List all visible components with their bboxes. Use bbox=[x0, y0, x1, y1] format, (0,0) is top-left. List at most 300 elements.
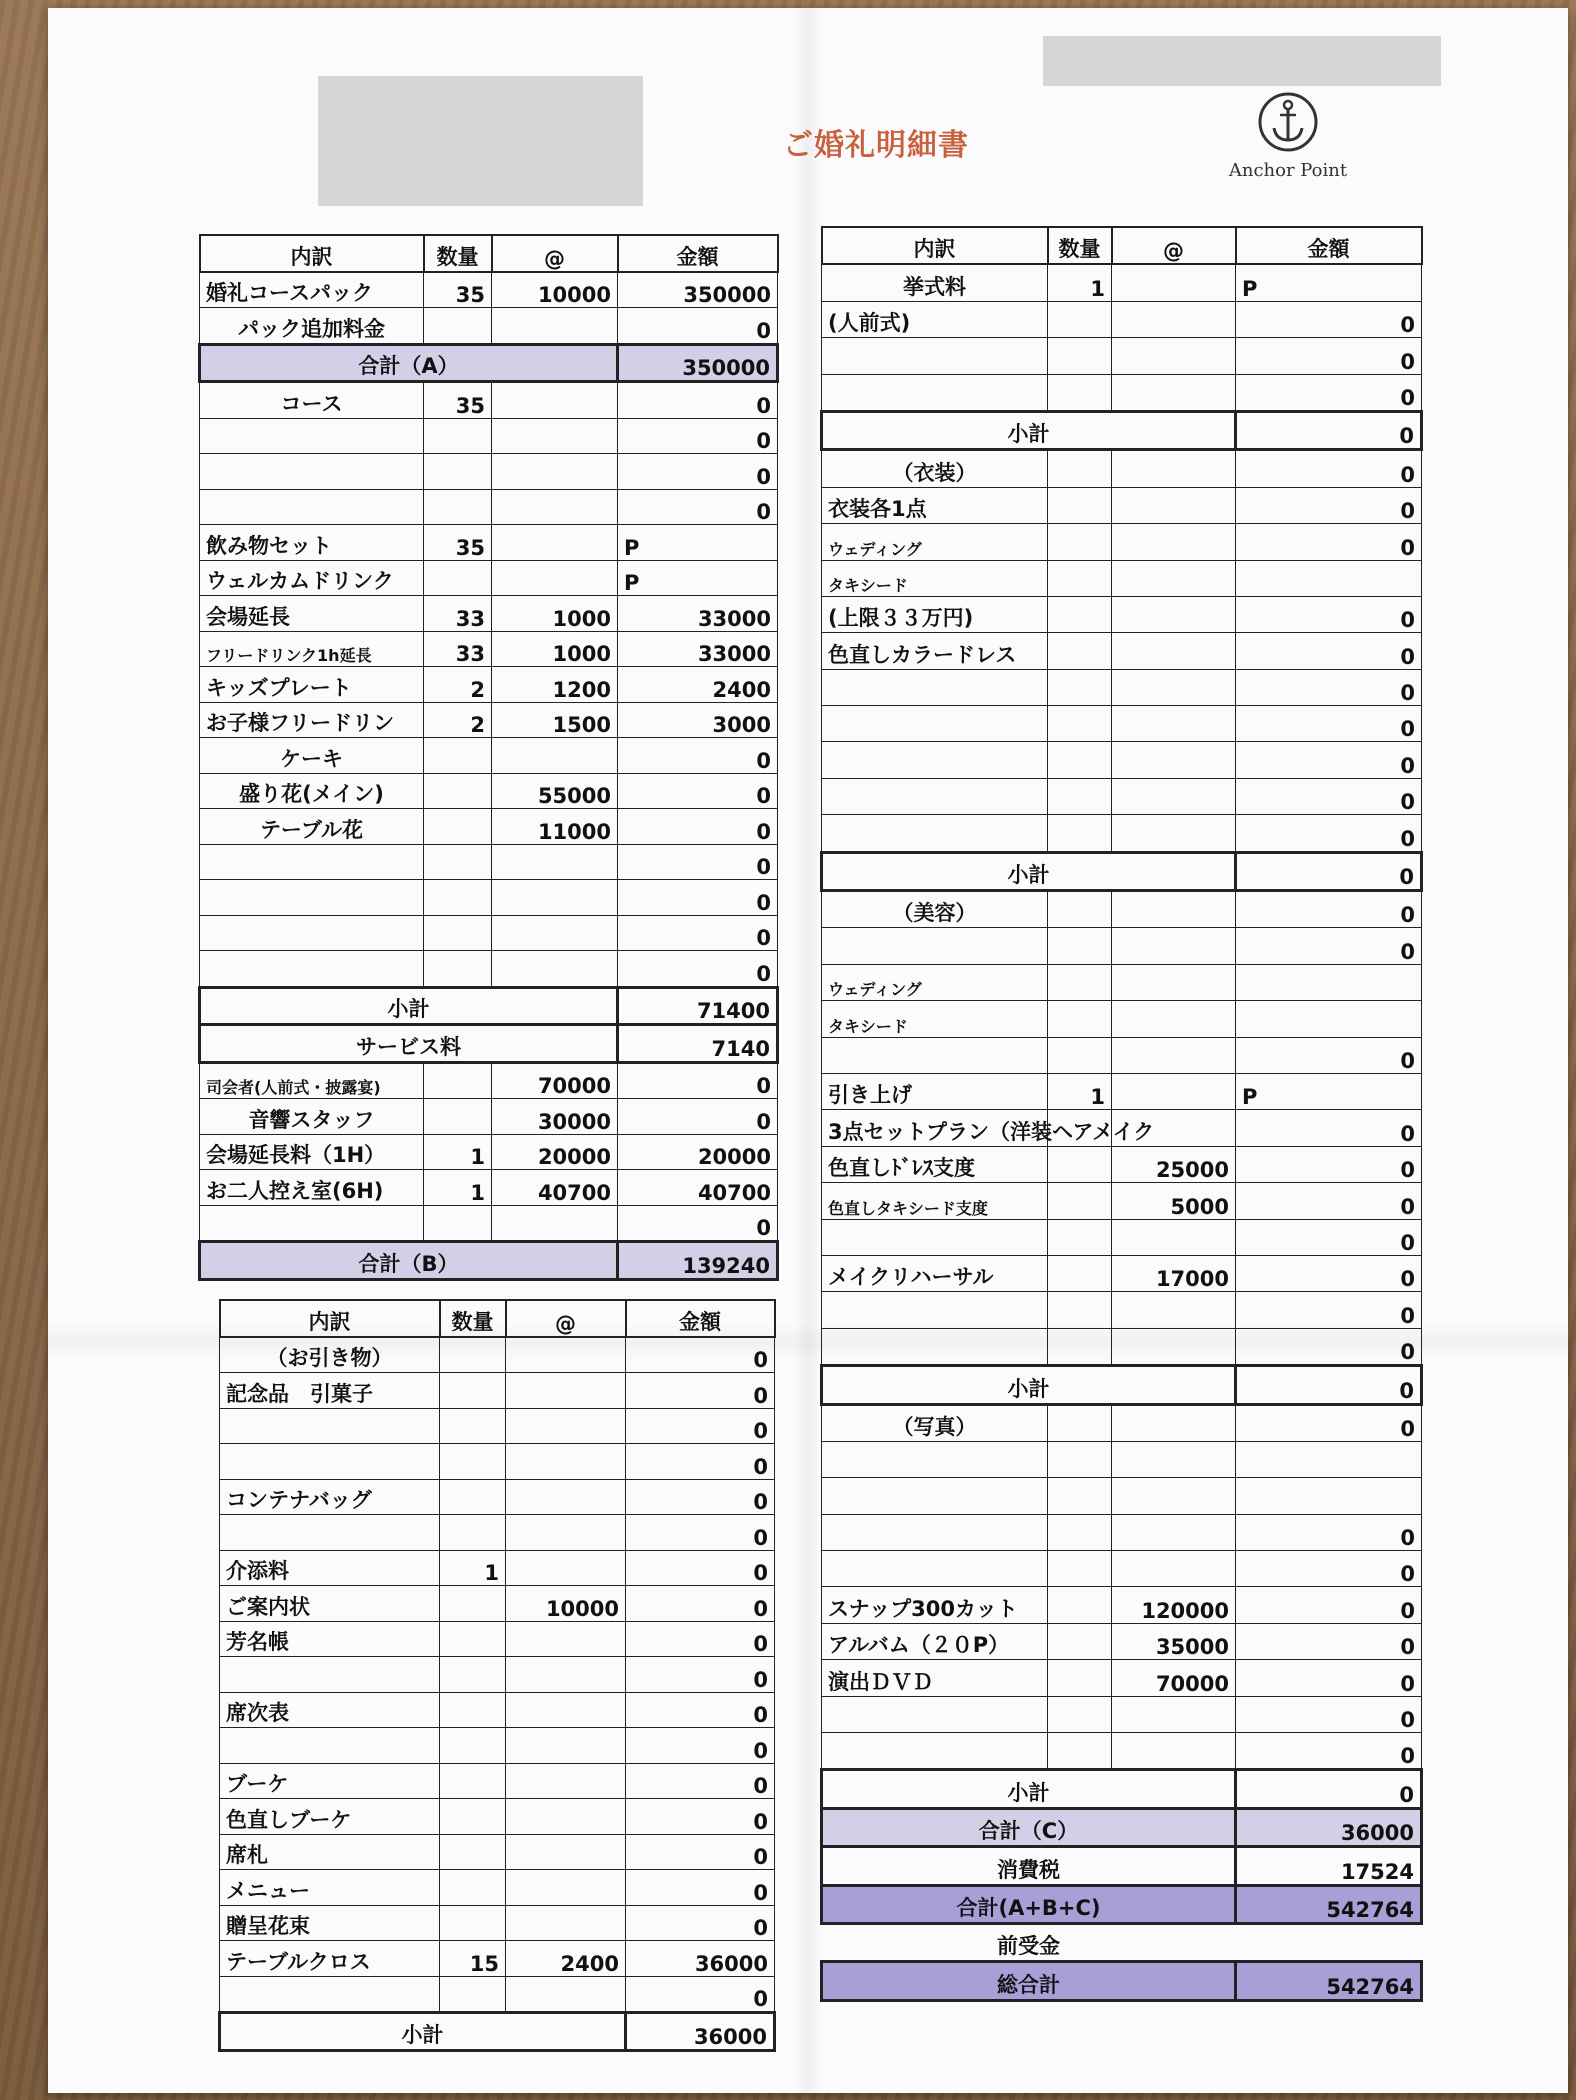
unit-price-cell bbox=[1112, 778, 1236, 814]
table-row bbox=[220, 1870, 775, 1906]
item-cell: 演出ＤＶＤ bbox=[822, 1660, 1048, 1696]
table-row bbox=[220, 1621, 775, 1657]
item-cell: ケーキ bbox=[200, 738, 424, 774]
amount-cell: 40700 bbox=[618, 1170, 778, 1206]
qty-cell bbox=[1048, 706, 1112, 742]
table-row bbox=[200, 1134, 778, 1170]
amount-cell: P bbox=[1236, 264, 1422, 301]
item-cell bbox=[822, 928, 1048, 964]
table-row bbox=[822, 891, 1422, 928]
qty-cell bbox=[424, 1062, 492, 1099]
table-row bbox=[220, 1337, 775, 1373]
amount-cell: 0 bbox=[1236, 1514, 1422, 1550]
qty-cell bbox=[424, 915, 492, 951]
amount-cell: 0 bbox=[1236, 891, 1422, 928]
amount-cell: 33000 bbox=[618, 631, 778, 667]
unit-price-cell bbox=[492, 951, 618, 988]
unit-price-cell bbox=[1112, 560, 1236, 596]
unit-price-cell bbox=[506, 1905, 626, 1941]
item-cell bbox=[200, 915, 424, 951]
table-row bbox=[822, 1587, 1422, 1623]
amount-cell: 0 bbox=[626, 1728, 775, 1764]
unit-price-cell bbox=[492, 560, 618, 596]
table-row bbox=[220, 1408, 775, 1444]
table-row bbox=[822, 1733, 1422, 1770]
unit-price-cell bbox=[506, 1692, 626, 1728]
unit-price-cell bbox=[1112, 928, 1236, 964]
subtotal-label: 小計 bbox=[220, 2013, 626, 2051]
item-cell: お子様フリードリン bbox=[200, 702, 424, 738]
item-cell: 介添料 bbox=[220, 1550, 440, 1586]
item-cell: タキシード bbox=[822, 560, 1048, 596]
table-row bbox=[822, 596, 1422, 632]
advance-payment-row bbox=[822, 1923, 1422, 1961]
qty-cell bbox=[1048, 1441, 1112, 1477]
amount-cell: 0 bbox=[618, 738, 778, 774]
item-cell bbox=[220, 1515, 440, 1551]
redacted-block-left bbox=[318, 76, 643, 206]
unit-price-cell bbox=[1112, 1037, 1236, 1073]
qty-cell bbox=[1048, 1146, 1112, 1182]
item-cell bbox=[822, 1219, 1048, 1255]
table-row bbox=[822, 964, 1422, 1000]
table-row bbox=[200, 667, 778, 703]
table-row bbox=[822, 338, 1422, 374]
unit-price-cell bbox=[506, 1728, 626, 1764]
item-cell: ウェルカムドリンク bbox=[200, 560, 424, 596]
amount-cell: P bbox=[1236, 1073, 1422, 1109]
grand-total-row bbox=[822, 1962, 1422, 2000]
item-cell: 色直しタキシード支度 bbox=[822, 1183, 1048, 1219]
unit-price-cell: 1000 bbox=[492, 596, 618, 632]
qty-cell bbox=[440, 1728, 506, 1764]
qty-cell bbox=[1048, 633, 1112, 669]
table-row bbox=[822, 374, 1422, 411]
anchor-icon bbox=[1256, 90, 1320, 154]
table-row bbox=[822, 1110, 1422, 1146]
qty-cell bbox=[424, 809, 492, 845]
amount-cell: P bbox=[618, 525, 778, 561]
unit-price-cell bbox=[1112, 1001, 1236, 1037]
table-row bbox=[822, 815, 1422, 852]
item-cell: 贈呈花束 bbox=[220, 1905, 440, 1941]
unit-price-cell: 70000 bbox=[1112, 1660, 1236, 1696]
table-row bbox=[200, 1205, 778, 1242]
item-cell bbox=[220, 1976, 440, 2013]
unit-price-cell: 70000 bbox=[492, 1062, 618, 1099]
item-cell bbox=[200, 844, 424, 880]
qty-cell: 1 bbox=[424, 1170, 492, 1206]
qty-cell bbox=[424, 1099, 492, 1135]
unit-price-cell bbox=[1112, 1219, 1236, 1255]
qty-cell bbox=[1048, 1551, 1112, 1587]
unit-price-cell bbox=[1112, 450, 1236, 487]
header-row bbox=[200, 235, 778, 272]
qty-cell bbox=[440, 1621, 506, 1657]
table-row bbox=[200, 454, 778, 490]
unit-price-cell: 1200 bbox=[492, 667, 618, 703]
qty-cell bbox=[1048, 815, 1112, 852]
subtotal-row bbox=[822, 1366, 1422, 1404]
item-cell bbox=[822, 1551, 1048, 1587]
amount-cell: 0 bbox=[1236, 1623, 1422, 1659]
amount-cell: 0 bbox=[1236, 928, 1422, 964]
table-row bbox=[822, 1219, 1422, 1255]
amount-cell: 0 bbox=[618, 844, 778, 880]
amount-cell: 0 bbox=[626, 1976, 775, 2013]
qty-cell: 1 bbox=[440, 1550, 506, 1586]
qty-cell bbox=[424, 560, 492, 596]
table-row bbox=[822, 1037, 1422, 1073]
item-cell bbox=[822, 1733, 1048, 1770]
qty-cell bbox=[424, 738, 492, 774]
qty-cell bbox=[440, 1479, 506, 1515]
item-cell bbox=[822, 338, 1048, 374]
item-cell bbox=[822, 1328, 1048, 1365]
qty-cell bbox=[1048, 928, 1112, 964]
item-cell bbox=[822, 815, 1048, 852]
table-row bbox=[220, 1550, 775, 1586]
total-label: 合計（A） bbox=[200, 344, 618, 382]
qty-cell: 35 bbox=[424, 382, 492, 419]
amount-cell: 0 bbox=[1236, 742, 1422, 778]
unit-price-cell: 35000 bbox=[1112, 1623, 1236, 1659]
item-cell: （お引き物） bbox=[220, 1337, 440, 1373]
qty-cell bbox=[424, 418, 492, 454]
table-row bbox=[220, 1799, 775, 1835]
table-row bbox=[822, 778, 1422, 814]
table-row bbox=[200, 489, 778, 525]
table-row bbox=[220, 1692, 775, 1728]
unit-price-cell bbox=[1112, 374, 1236, 411]
unit-price-cell bbox=[506, 1799, 626, 1835]
amount-cell: 0 bbox=[626, 1763, 775, 1799]
item-cell: コンテナバッグ bbox=[220, 1479, 440, 1515]
qty-cell bbox=[1048, 1219, 1112, 1255]
qty-cell: 33 bbox=[424, 631, 492, 667]
table-row bbox=[822, 742, 1422, 778]
qty-cell bbox=[1048, 524, 1112, 560]
amount-cell: 2400 bbox=[618, 667, 778, 703]
item-cell: 司会者(人前式・披露宴) bbox=[200, 1062, 424, 1099]
amount-cell: 0 bbox=[626, 1373, 775, 1409]
qty-cell: 15 bbox=[440, 1941, 506, 1977]
table-row bbox=[200, 308, 778, 345]
item-cell: （写真） bbox=[822, 1404, 1048, 1441]
unit-price-cell bbox=[506, 1870, 626, 1906]
header-cell: 数量 bbox=[1048, 227, 1112, 264]
total-label: 合計（B） bbox=[200, 1242, 618, 1280]
table-row bbox=[822, 1404, 1422, 1441]
unit-price-cell bbox=[1112, 596, 1236, 632]
qty-cell bbox=[440, 1657, 506, 1693]
header-cell: 数量 bbox=[440, 1300, 506, 1337]
amount-cell: 0 bbox=[618, 915, 778, 951]
table-row bbox=[200, 844, 778, 880]
amount-cell: 20000 bbox=[618, 1134, 778, 1170]
total-label: 合計（C） bbox=[822, 1808, 1236, 1846]
table-row bbox=[822, 1441, 1422, 1477]
table-row bbox=[220, 1905, 775, 1941]
amount-cell: 0 bbox=[1236, 1146, 1422, 1182]
brand-logo bbox=[1213, 90, 1363, 181]
total-amount: 350000 bbox=[618, 344, 778, 382]
total-amount: 139240 bbox=[618, 1242, 778, 1280]
qty-cell: 2 bbox=[424, 702, 492, 738]
item-cell: 色直しブーケ bbox=[220, 1799, 440, 1835]
unit-price-cell bbox=[506, 1408, 626, 1444]
header-cell: 金額 bbox=[618, 235, 778, 272]
amount-cell: 0 bbox=[1236, 1328, 1422, 1365]
table-row bbox=[822, 706, 1422, 742]
item-cell: メニュー bbox=[220, 1870, 440, 1906]
unit-price-cell: 10000 bbox=[492, 272, 618, 308]
amount-cell: 0 bbox=[1236, 1660, 1422, 1696]
amount-cell: 0 bbox=[626, 1550, 775, 1586]
unit-price-cell: 1000 bbox=[492, 631, 618, 667]
item-cell: コース bbox=[200, 382, 424, 419]
table-row bbox=[822, 1551, 1422, 1587]
unit-price-cell bbox=[1112, 301, 1236, 337]
amount-cell: 0 bbox=[1236, 1587, 1422, 1623]
header-row bbox=[822, 227, 1422, 264]
amount-cell: 0 bbox=[1236, 1255, 1422, 1291]
qty-cell: 1 bbox=[424, 1134, 492, 1170]
amount-cell: 0 bbox=[626, 1444, 775, 1480]
advance-payment-amount bbox=[1236, 1923, 1422, 1961]
amount-cell: 33000 bbox=[618, 596, 778, 632]
amount-cell: 0 bbox=[1236, 815, 1422, 852]
unit-price-cell bbox=[1112, 1478, 1236, 1514]
unit-price-cell bbox=[492, 382, 618, 419]
unit-price-cell bbox=[492, 454, 618, 490]
unit-price-cell bbox=[1112, 1328, 1236, 1365]
unit-price-cell bbox=[492, 308, 618, 345]
unit-price-cell bbox=[1112, 1441, 1236, 1477]
amount-cell: 0 bbox=[1236, 524, 1422, 560]
unit-price-cell bbox=[1112, 742, 1236, 778]
item-cell: 引き上げ bbox=[822, 1073, 1048, 1109]
unit-price-cell bbox=[492, 915, 618, 951]
qty-cell bbox=[1048, 1514, 1112, 1550]
amount-cell: 36000 bbox=[626, 1941, 775, 1977]
table-row bbox=[822, 1478, 1422, 1514]
subtotal-label: サービス料 bbox=[200, 1025, 618, 1063]
table-row bbox=[220, 1976, 775, 2013]
table-row bbox=[822, 1255, 1422, 1291]
amount-cell: 350000 bbox=[618, 272, 778, 308]
subtotal-label: 小計 bbox=[822, 1366, 1236, 1404]
item-cell bbox=[200, 1205, 424, 1242]
qty-cell bbox=[440, 1373, 506, 1409]
amount-cell: 0 bbox=[626, 1515, 775, 1551]
item-cell: 会場延長 bbox=[200, 596, 424, 632]
item-cell bbox=[822, 1514, 1048, 1550]
qty-cell bbox=[440, 1870, 506, 1906]
qty-cell bbox=[1048, 1292, 1112, 1328]
left-top-table bbox=[198, 234, 779, 1281]
qty-cell: 1 bbox=[1048, 264, 1112, 301]
item-cell: 席札 bbox=[220, 1834, 440, 1870]
item-cell bbox=[220, 1444, 440, 1480]
table-row bbox=[200, 880, 778, 916]
header-cell: @ bbox=[506, 1300, 626, 1337]
table-row bbox=[822, 1328, 1422, 1365]
item-cell: アルバム（２０P） bbox=[822, 1623, 1048, 1659]
item-cell bbox=[220, 1657, 440, 1693]
unit-price-cell bbox=[1112, 891, 1236, 928]
qty-cell bbox=[440, 1515, 506, 1551]
item-cell: フリードリンク1h延長 bbox=[200, 631, 424, 667]
qty-cell bbox=[440, 1692, 506, 1728]
unit-price-cell: 120000 bbox=[1112, 1587, 1236, 1623]
table-row bbox=[822, 633, 1422, 669]
amount-cell: 0 bbox=[618, 1062, 778, 1099]
qty-cell: 1 bbox=[1048, 1073, 1112, 1109]
amount-cell: 0 bbox=[626, 1586, 775, 1622]
item-cell: 婚礼コースパック bbox=[200, 272, 424, 308]
subtotal-amount: 7140 bbox=[618, 1025, 778, 1063]
amount-cell: 0 bbox=[1236, 706, 1422, 742]
amount-cell: 0 bbox=[618, 454, 778, 490]
table-row bbox=[200, 525, 778, 561]
amount-cell: 0 bbox=[1236, 487, 1422, 523]
qty-cell bbox=[1048, 1696, 1112, 1732]
item-cell: スナップ300カット bbox=[822, 1587, 1048, 1623]
table-row bbox=[822, 487, 1422, 523]
table-row bbox=[220, 1728, 775, 1764]
qty-cell bbox=[1048, 1001, 1112, 1037]
qty-cell bbox=[424, 844, 492, 880]
subtotal-row bbox=[200, 987, 778, 1025]
item-cell: 記念品 引菓子 bbox=[220, 1373, 440, 1409]
amount-cell: 0 bbox=[1236, 1110, 1422, 1146]
qty-cell bbox=[440, 1444, 506, 1480]
qty-cell bbox=[1048, 301, 1112, 337]
amount-cell: 0 bbox=[626, 1692, 775, 1728]
unit-price-cell bbox=[506, 1657, 626, 1693]
left-bottom-table bbox=[218, 1299, 776, 2052]
qty-cell bbox=[1048, 1404, 1112, 1441]
unit-price-cell bbox=[492, 489, 618, 525]
item-cell bbox=[822, 742, 1048, 778]
header-cell: @ bbox=[1112, 227, 1236, 264]
total-row bbox=[200, 1242, 778, 1280]
amount-cell: 0 bbox=[1236, 1696, 1422, 1732]
item-cell: 衣装各1点 bbox=[822, 487, 1048, 523]
unit-price-cell bbox=[1112, 706, 1236, 742]
unit-price-cell: 17000 bbox=[1112, 1255, 1236, 1291]
amount-cell: 0 bbox=[618, 308, 778, 345]
qty-cell bbox=[440, 1337, 506, 1373]
subtotal-row bbox=[822, 1770, 1422, 1808]
qty-cell bbox=[1048, 450, 1112, 487]
table-row bbox=[200, 596, 778, 632]
item-cell: （衣装） bbox=[822, 450, 1048, 487]
amount-cell: 0 bbox=[1236, 450, 1422, 487]
table-row bbox=[822, 1623, 1422, 1659]
grand-total-amount: 542764 bbox=[1236, 1885, 1422, 1923]
amount-cell: 3000 bbox=[618, 702, 778, 738]
unit-price-cell bbox=[506, 1550, 626, 1586]
header-cell: @ bbox=[492, 235, 618, 272]
amount-cell: 0 bbox=[618, 773, 778, 809]
unit-price-cell bbox=[492, 738, 618, 774]
unit-price-cell bbox=[1112, 264, 1236, 301]
qty-cell bbox=[1048, 374, 1112, 411]
qty-cell bbox=[1048, 1623, 1112, 1659]
header-cell: 数量 bbox=[424, 235, 492, 272]
unit-price-cell: 1500 bbox=[492, 702, 618, 738]
header-cell: 内訳 bbox=[220, 1300, 440, 1337]
item-cell: (人前式) bbox=[822, 301, 1048, 337]
unit-price-cell bbox=[1112, 1404, 1236, 1441]
total-row bbox=[200, 344, 778, 382]
table-row bbox=[200, 382, 778, 419]
item-cell bbox=[822, 778, 1048, 814]
qty-cell bbox=[1048, 1587, 1112, 1623]
qty-cell bbox=[1048, 1037, 1112, 1073]
table-row bbox=[200, 560, 778, 596]
table-row bbox=[822, 928, 1422, 964]
item-cell: 飲み物セット bbox=[200, 525, 424, 561]
item-cell: ブーケ bbox=[220, 1763, 440, 1799]
table-row bbox=[220, 1444, 775, 1480]
amount-cell bbox=[1236, 1478, 1422, 1514]
amount-cell: 0 bbox=[1236, 669, 1422, 705]
amount-cell: 0 bbox=[1236, 778, 1422, 814]
item-cell: 会場延長料（1H） bbox=[200, 1134, 424, 1170]
amount-cell: 0 bbox=[1236, 1733, 1422, 1770]
qty-cell bbox=[1048, 596, 1112, 632]
item-cell: お二人控え室(6H) bbox=[200, 1170, 424, 1206]
unit-price-cell bbox=[506, 1834, 626, 1870]
item-cell: 席次表 bbox=[220, 1692, 440, 1728]
item-cell: メイクリハーサル bbox=[822, 1255, 1048, 1291]
qty-cell bbox=[1048, 1478, 1112, 1514]
unit-price-cell bbox=[506, 1621, 626, 1657]
table-row bbox=[200, 773, 778, 809]
amount-cell: 0 bbox=[1236, 633, 1422, 669]
item-cell: ご案内状 bbox=[220, 1586, 440, 1622]
unit-price-cell bbox=[492, 525, 618, 561]
table-row bbox=[220, 1515, 775, 1551]
qty-cell bbox=[1048, 669, 1112, 705]
item-cell bbox=[822, 1292, 1048, 1328]
grand-total-row bbox=[822, 1885, 1422, 1923]
amount-cell: 0 bbox=[618, 880, 778, 916]
grand-total-label: 総合計 bbox=[822, 1962, 1236, 2000]
amount-cell bbox=[1236, 560, 1422, 596]
item-cell: キッズプレート bbox=[200, 667, 424, 703]
item-cell bbox=[822, 374, 1048, 411]
amount-cell: 0 bbox=[618, 489, 778, 525]
qty-cell bbox=[440, 1586, 506, 1622]
qty-cell bbox=[440, 1976, 506, 2013]
item-cell bbox=[200, 418, 424, 454]
item-cell bbox=[200, 489, 424, 525]
item-cell bbox=[200, 951, 424, 988]
qty-cell bbox=[1048, 1660, 1112, 1696]
qty-cell bbox=[1048, 964, 1112, 1000]
unit-price-cell bbox=[1112, 815, 1236, 852]
qty-cell bbox=[440, 1834, 506, 1870]
unit-price-cell: 25000 bbox=[1112, 1146, 1236, 1182]
qty-cell bbox=[1048, 1183, 1112, 1219]
table-row bbox=[200, 418, 778, 454]
brand-name: Anchor Point bbox=[1228, 160, 1348, 181]
subtotal-amount: 0 bbox=[1236, 1770, 1422, 1808]
